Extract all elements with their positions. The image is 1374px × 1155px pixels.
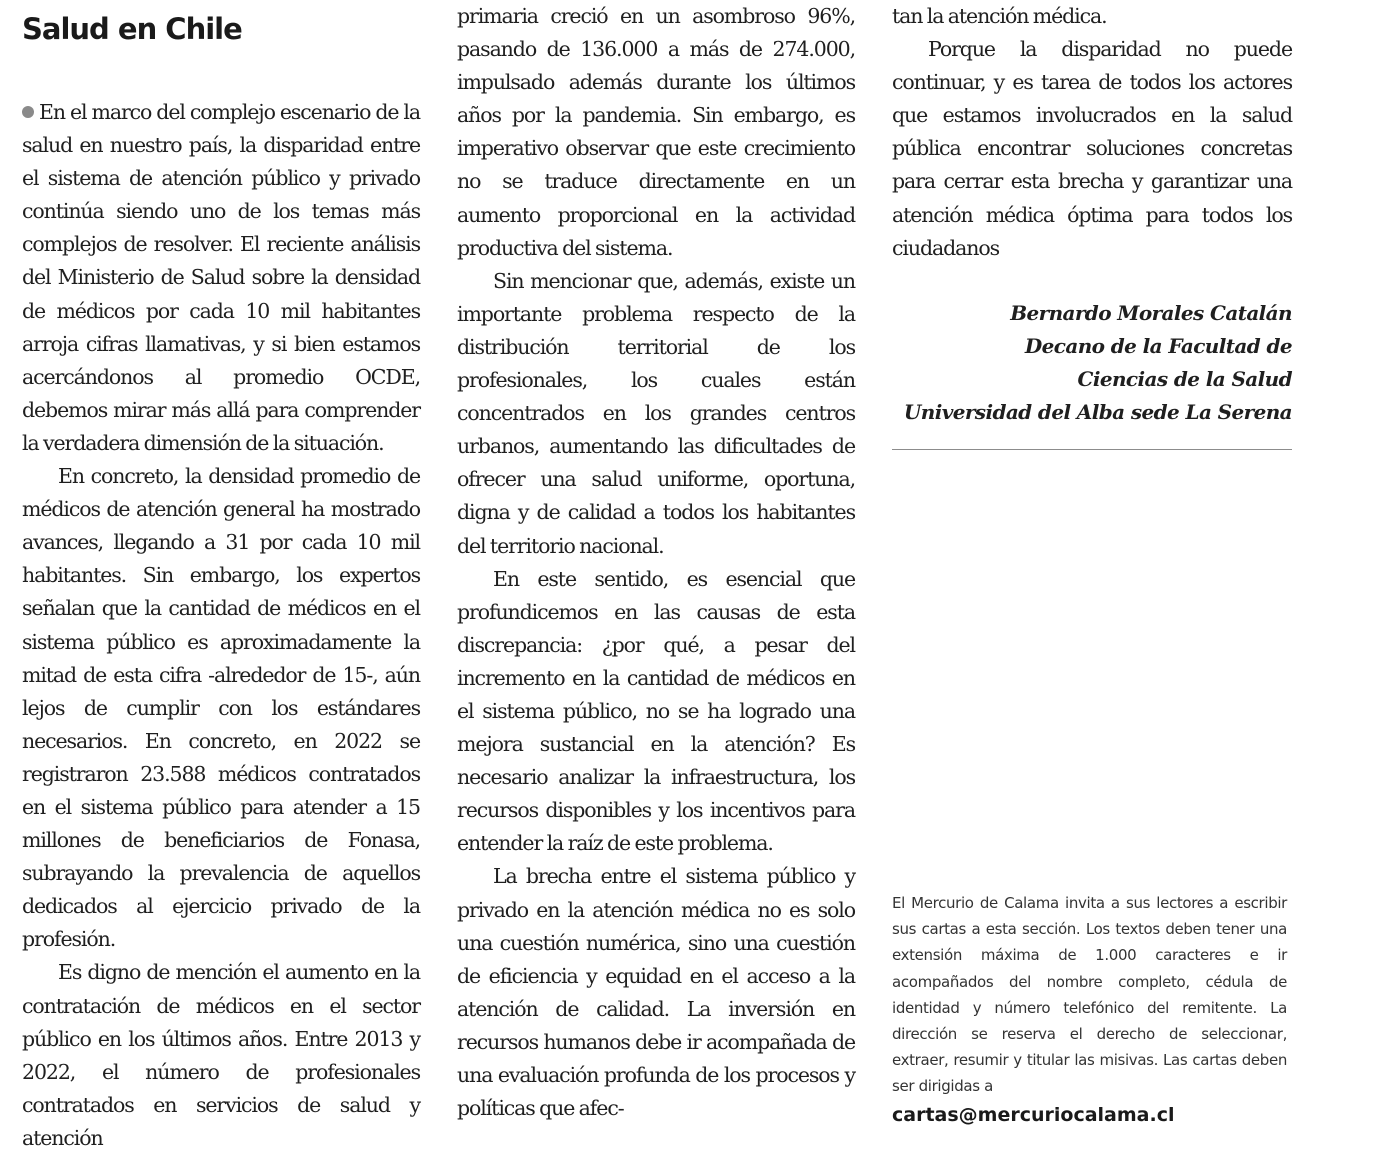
paragraph-text: En el marco del complejo escenario de la salud en nuestro país, la disparidad entre el sistema de atención público y privado continúa siendo uno de los temas más complejos de resolver. El reciente análisis del Ministerio de Salud sobre la densidad de médicos por cada 10 mil habitantes arroja cifras llamativas, y si bien estamos acercándonos al promedio OCDE, debemos mirar más allá para comprender la verdadera dimensión de la situación. — [22, 100, 420, 455]
author-title: Decano de la Facultad de — [1024, 333, 1292, 358]
notice-text: El Mercurio de Calama invita a sus lectores a escribir sus cartas a esta sección. Los textos deben tener una extensión máxima de 1.000 caracteres e ir acompañados del nombre completo, cédula de identidad y número telefónico del remitente. La dirección se reserva el derecho de seleccionar, extraer, resumir y titular las misivas. Las cartas deben ser dirigidas a — [892, 894, 1287, 1096]
author-institution: Universidad del Alba sede La Serena — [903, 399, 1292, 424]
article-paragraph-6-part-1: La brecha entre el sistema público y privado en la atención médica no es solo una cuestión numérica, sino una cuestión de eficiencia y equidad en el acceso a la atención de calidad. La inversión en recursos humanos debe ir acompañada de una evaluación profunda de los procesos y políticas que afec- — [457, 864, 855, 1121]
article-paragraph-7: Porque la disparidad no puede continuar, y es tarea de todos los actores que estamos involucrados en la salud pública encontrar soluciones concretas para cerrar esta brecha y garantizar una atención médica óptima para todos los ciudadanos — [892, 37, 1292, 260]
article-paragraph-1 — [22, 96, 420, 460]
article-column-2 — [457, 0, 855, 1125]
article-paragraph-3-part-2: primaria creció en un asombroso 96%, pasando de 136.000 a más de 274.000, impulsado además durante los últimos años por la pandemia. Sin embargo, es imperativo observar que este crecimiento no se traduce directamente en un aumento proporcional en la actividad productiva del sistema. — [457, 4, 855, 260]
author-signature — [892, 297, 1292, 429]
article-column-1 — [22, 0, 420, 1155]
contact-email-link[interactable]: cartas@mercuriocalama.cl — [892, 1103, 1175, 1126]
article-paragraph-5: En este sentido, es esencial que profundicemos en las causas de esta discrepancia: ¿por qué, a pesar del incremento en la cantidad de médicos en el sistema público, no se ha logrado una mejora sustancial en la atención? Es necesario analizar la infraestructura, los recursos disponibles y los incentivos para entender la raíz de este problema. — [457, 566, 855, 856]
article-paragraph-3-part-1: Es digno de mención el aumento en la contratación de médicos en el sector público en los últimos años. Entre 2013 y 2022, el número de profesionales contratados en servicios de salud y atención — [22, 960, 420, 1150]
article-paragraph-6-part-2: tan la atención médica. — [892, 4, 1107, 28]
divider — [892, 449, 1292, 450]
author-department: Ciencias de la Salud — [1077, 366, 1292, 391]
author-name: Bernardo Morales Catalán — [1010, 300, 1292, 325]
article-column-3 — [892, 0, 1292, 450]
letters-notice — [892, 890, 1287, 1130]
article-paragraph-2: En concreto, la densidad promedio de médicos de atención general ha mostrado avances, llegando a 31 por cada 10 mil habitantes. Sin embargo, los expertos señalan que la cantidad de médicos en el sistema público es aproximadamente la mitad de esta cifra -alrededor de 15-, aún lejos de cumplir con los estándares necesarios. En concreto, en 2022 se registraron 23.588 médicos contratados en el sistema público para atender a 15 millones de beneficiarios de Fonasa, subrayando la prevalencia de aquellos dedicados al ejercicio privado de la profesión. — [22, 464, 420, 952]
article-paragraph-4: Sin mencionar que, además, existe un importante problema respecto de la distribución territorial de los profesionales, los cuales están concentrados en los grandes centros urbanos, aumentando las dificultades de ofrecer una salud uniforme, oportuna, digna y de calidad a todos los habitantes del territorio nacional. — [457, 268, 855, 558]
bullet-icon — [22, 106, 34, 118]
article-headline: Salud en Chile — [22, 12, 242, 46]
